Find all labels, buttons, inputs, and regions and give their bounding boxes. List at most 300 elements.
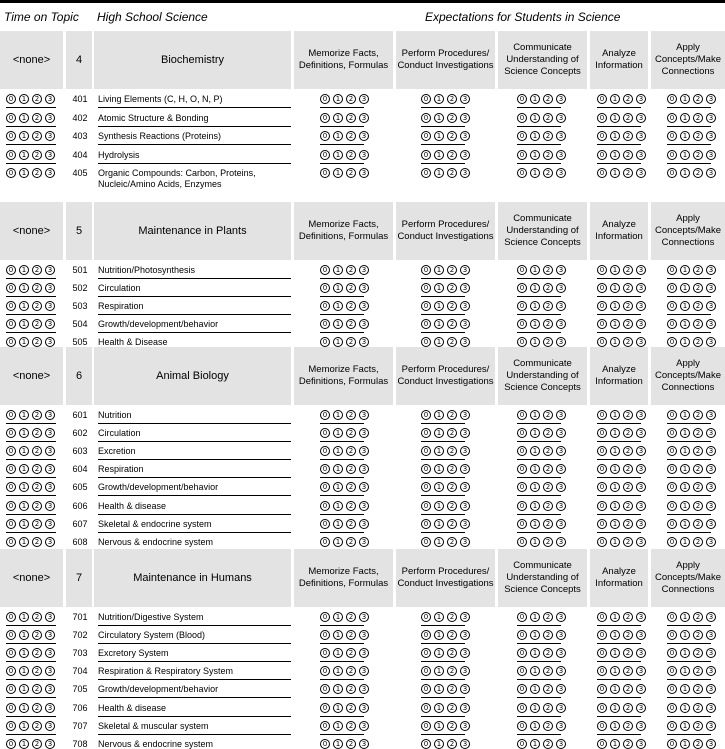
rating-bubble-0[interactable]: 0 [421,94,431,104]
rating-bubble-3[interactable]: 3 [556,648,566,658]
rating-bubble-1[interactable]: 1 [680,648,690,658]
rating-bubble-3[interactable]: 3 [636,648,646,658]
rating-bubble-0[interactable]: 0 [6,684,16,694]
rating-bubble-3[interactable]: 3 [636,721,646,731]
rating-bubble-3[interactable]: 3 [556,337,566,347]
rating-bubble-1[interactable]: 1 [610,168,620,178]
rating-bubble-2[interactable]: 2 [346,150,356,160]
rating-bubble-1[interactable]: 1 [19,703,29,713]
rating-bubble-0[interactable]: 0 [320,739,330,749]
rating-bubble-3[interactable]: 3 [636,150,646,160]
rating-bubble-0[interactable]: 0 [597,501,607,511]
rating-bubble-3[interactable]: 3 [706,537,716,547]
rating-bubble-0[interactable]: 0 [320,537,330,547]
rating-bubble-0[interactable]: 0 [6,703,16,713]
rating-bubble-3[interactable]: 3 [359,537,369,547]
rating-bubble-3[interactable]: 3 [359,410,369,420]
rating-bubble-1[interactable]: 1 [333,131,343,141]
rating-bubble-1[interactable]: 1 [19,482,29,492]
rating-bubble-0[interactable]: 0 [597,612,607,622]
rating-bubble-2[interactable]: 2 [693,150,703,160]
rating-bubble-1[interactable]: 1 [434,519,444,529]
rating-bubble-3[interactable]: 3 [556,519,566,529]
rating-bubble-3[interactable]: 3 [45,301,55,311]
rating-bubble-3[interactable]: 3 [556,131,566,141]
rating-bubble-1[interactable]: 1 [610,612,620,622]
rating-bubble-0[interactable]: 0 [597,666,607,676]
rating-bubble-0[interactable]: 0 [667,94,677,104]
rating-bubble-0[interactable]: 0 [517,612,527,622]
rating-bubble-3[interactable]: 3 [359,150,369,160]
rating-bubble-3[interactable]: 3 [556,482,566,492]
rating-bubble-3[interactable]: 3 [359,612,369,622]
rating-bubble-0[interactable]: 0 [517,666,527,676]
rating-bubble-3[interactable]: 3 [45,410,55,420]
rating-bubble-0[interactable]: 0 [6,537,16,547]
rating-bubble-0[interactable]: 0 [6,410,16,420]
rating-bubble-2[interactable]: 2 [447,703,457,713]
rating-bubble-3[interactable]: 3 [45,519,55,529]
rating-bubble-2[interactable]: 2 [32,446,42,456]
rating-bubble-1[interactable]: 1 [610,537,620,547]
rating-bubble-3[interactable]: 3 [706,301,716,311]
rating-bubble-3[interactable]: 3 [636,94,646,104]
rating-bubble-0[interactable]: 0 [667,446,677,456]
rating-bubble-1[interactable]: 1 [434,648,444,658]
rating-bubble-1[interactable]: 1 [680,410,690,420]
rating-bubble-0[interactable]: 0 [667,301,677,311]
rating-bubble-3[interactable]: 3 [706,482,716,492]
rating-bubble-0[interactable]: 0 [320,410,330,420]
rating-bubble-3[interactable]: 3 [359,501,369,511]
rating-bubble-2[interactable]: 2 [346,648,356,658]
rating-bubble-2[interactable]: 2 [32,94,42,104]
rating-bubble-2[interactable]: 2 [447,666,457,676]
rating-bubble-1[interactable]: 1 [434,265,444,275]
rating-bubble-0[interactable]: 0 [667,113,677,123]
rating-bubble-3[interactable]: 3 [460,739,470,749]
rating-bubble-3[interactable]: 3 [706,703,716,713]
rating-bubble-2[interactable]: 2 [346,519,356,529]
rating-bubble-2[interactable]: 2 [623,131,633,141]
rating-bubble-2[interactable]: 2 [447,446,457,456]
rating-bubble-3[interactable]: 3 [45,319,55,329]
rating-bubble-3[interactable]: 3 [636,684,646,694]
rating-bubble-1[interactable]: 1 [19,301,29,311]
rating-bubble-0[interactable]: 0 [6,319,16,329]
rating-bubble-2[interactable]: 2 [32,265,42,275]
rating-bubble-0[interactable]: 0 [597,131,607,141]
rating-bubble-0[interactable]: 0 [421,739,431,749]
rating-bubble-3[interactable]: 3 [636,410,646,420]
rating-bubble-1[interactable]: 1 [680,739,690,749]
rating-bubble-2[interactable]: 2 [346,739,356,749]
rating-bubble-1[interactable]: 1 [434,283,444,293]
rating-bubble-2[interactable]: 2 [623,337,633,347]
rating-bubble-1[interactable]: 1 [333,703,343,713]
rating-bubble-2[interactable]: 2 [693,113,703,123]
rating-bubble-1[interactable]: 1 [610,428,620,438]
rating-bubble-2[interactable]: 2 [447,265,457,275]
rating-bubble-3[interactable]: 3 [45,113,55,123]
rating-bubble-1[interactable]: 1 [434,301,444,311]
rating-bubble-1[interactable]: 1 [610,630,620,640]
rating-bubble-3[interactable]: 3 [460,703,470,713]
rating-bubble-2[interactable]: 2 [32,428,42,438]
rating-bubble-3[interactable]: 3 [45,168,55,178]
rating-bubble-1[interactable]: 1 [680,319,690,329]
rating-bubble-2[interactable]: 2 [543,684,553,694]
rating-bubble-1[interactable]: 1 [680,684,690,694]
rating-bubble-2[interactable]: 2 [543,168,553,178]
rating-bubble-1[interactable]: 1 [680,265,690,275]
rating-bubble-0[interactable]: 0 [597,464,607,474]
rating-bubble-1[interactable]: 1 [530,94,540,104]
rating-bubble-2[interactable]: 2 [543,446,553,456]
rating-bubble-2[interactable]: 2 [693,703,703,713]
rating-bubble-2[interactable]: 2 [543,319,553,329]
rating-bubble-0[interactable]: 0 [667,537,677,547]
rating-bubble-0[interactable]: 0 [421,337,431,347]
rating-bubble-3[interactable]: 3 [45,703,55,713]
rating-bubble-0[interactable]: 0 [320,501,330,511]
rating-bubble-2[interactable]: 2 [32,150,42,160]
rating-bubble-3[interactable]: 3 [706,113,716,123]
rating-bubble-2[interactable]: 2 [693,666,703,676]
rating-bubble-1[interactable]: 1 [680,113,690,123]
rating-bubble-0[interactable]: 0 [6,630,16,640]
rating-bubble-2[interactable]: 2 [693,319,703,329]
rating-bubble-0[interactable]: 0 [421,482,431,492]
rating-bubble-0[interactable]: 0 [320,684,330,694]
rating-bubble-1[interactable]: 1 [333,168,343,178]
rating-bubble-1[interactable]: 1 [610,265,620,275]
rating-bubble-3[interactable]: 3 [706,168,716,178]
rating-bubble-2[interactable]: 2 [693,684,703,694]
rating-bubble-3[interactable]: 3 [706,464,716,474]
rating-bubble-3[interactable]: 3 [45,537,55,547]
rating-bubble-2[interactable]: 2 [623,410,633,420]
rating-bubble-1[interactable]: 1 [530,721,540,731]
rating-bubble-0[interactable]: 0 [421,501,431,511]
rating-bubble-1[interactable]: 1 [333,537,343,547]
rating-bubble-1[interactable]: 1 [333,630,343,640]
rating-bubble-2[interactable]: 2 [693,648,703,658]
rating-bubble-2[interactable]: 2 [693,301,703,311]
rating-bubble-0[interactable]: 0 [421,464,431,474]
rating-bubble-0[interactable]: 0 [421,428,431,438]
rating-bubble-1[interactable]: 1 [530,319,540,329]
rating-bubble-2[interactable]: 2 [32,684,42,694]
rating-bubble-3[interactable]: 3 [556,113,566,123]
rating-bubble-2[interactable]: 2 [447,612,457,622]
rating-bubble-3[interactable]: 3 [460,131,470,141]
rating-bubble-0[interactable]: 0 [597,94,607,104]
rating-bubble-1[interactable]: 1 [333,428,343,438]
rating-bubble-1[interactable]: 1 [434,319,444,329]
rating-bubble-2[interactable]: 2 [32,168,42,178]
rating-bubble-2[interactable]: 2 [693,519,703,529]
rating-bubble-0[interactable]: 0 [597,428,607,438]
rating-bubble-2[interactable]: 2 [32,519,42,529]
rating-bubble-1[interactable]: 1 [434,703,444,713]
rating-bubble-1[interactable]: 1 [530,337,540,347]
rating-bubble-0[interactable]: 0 [421,612,431,622]
rating-bubble-2[interactable]: 2 [346,537,356,547]
rating-bubble-3[interactable]: 3 [556,428,566,438]
rating-bubble-1[interactable]: 1 [610,113,620,123]
rating-bubble-1[interactable]: 1 [333,464,343,474]
rating-bubble-0[interactable]: 0 [6,501,16,511]
rating-bubble-2[interactable]: 2 [623,301,633,311]
rating-bubble-0[interactable]: 0 [517,428,527,438]
rating-bubble-2[interactable]: 2 [346,337,356,347]
rating-bubble-0[interactable]: 0 [320,519,330,529]
rating-bubble-3[interactable]: 3 [45,684,55,694]
rating-bubble-2[interactable]: 2 [623,168,633,178]
rating-bubble-3[interactable]: 3 [45,464,55,474]
rating-bubble-1[interactable]: 1 [333,739,343,749]
rating-bubble-3[interactable]: 3 [636,630,646,640]
rating-bubble-2[interactable]: 2 [543,94,553,104]
rating-bubble-1[interactable]: 1 [19,684,29,694]
rating-bubble-0[interactable]: 0 [6,265,16,275]
rating-bubble-3[interactable]: 3 [706,684,716,694]
rating-bubble-0[interactable]: 0 [6,94,16,104]
rating-bubble-0[interactable]: 0 [517,501,527,511]
rating-bubble-1[interactable]: 1 [530,464,540,474]
rating-bubble-3[interactable]: 3 [359,131,369,141]
rating-bubble-0[interactable]: 0 [6,612,16,622]
rating-bubble-2[interactable]: 2 [693,537,703,547]
rating-bubble-3[interactable]: 3 [556,446,566,456]
rating-bubble-0[interactable]: 0 [517,482,527,492]
rating-bubble-3[interactable]: 3 [556,464,566,474]
rating-bubble-0[interactable]: 0 [320,612,330,622]
rating-bubble-0[interactable]: 0 [597,265,607,275]
rating-bubble-1[interactable]: 1 [530,265,540,275]
rating-bubble-0[interactable]: 0 [667,150,677,160]
rating-bubble-1[interactable]: 1 [19,168,29,178]
rating-bubble-3[interactable]: 3 [636,131,646,141]
rating-bubble-2[interactable]: 2 [623,501,633,511]
rating-bubble-2[interactable]: 2 [543,721,553,731]
none-option[interactable]: <none> [0,347,63,405]
rating-bubble-2[interactable]: 2 [693,612,703,622]
rating-bubble-1[interactable]: 1 [530,428,540,438]
rating-bubble-3[interactable]: 3 [460,721,470,731]
rating-bubble-2[interactable]: 2 [32,131,42,141]
rating-bubble-1[interactable]: 1 [333,482,343,492]
rating-bubble-1[interactable]: 1 [680,94,690,104]
rating-bubble-3[interactable]: 3 [359,446,369,456]
rating-bubble-0[interactable]: 0 [517,265,527,275]
rating-bubble-2[interactable]: 2 [346,131,356,141]
rating-bubble-3[interactable]: 3 [636,501,646,511]
rating-bubble-3[interactable]: 3 [45,666,55,676]
rating-bubble-0[interactable]: 0 [597,648,607,658]
rating-bubble-0[interactable]: 0 [421,630,431,640]
rating-bubble-0[interactable]: 0 [6,519,16,529]
rating-bubble-2[interactable]: 2 [32,612,42,622]
rating-bubble-0[interactable]: 0 [667,319,677,329]
rating-bubble-2[interactable]: 2 [693,168,703,178]
rating-bubble-2[interactable]: 2 [623,648,633,658]
rating-bubble-1[interactable]: 1 [610,501,620,511]
rating-bubble-0[interactable]: 0 [597,721,607,731]
rating-bubble-0[interactable]: 0 [6,131,16,141]
rating-bubble-3[interactable]: 3 [706,428,716,438]
rating-bubble-1[interactable]: 1 [610,519,620,529]
rating-bubble-1[interactable]: 1 [434,684,444,694]
rating-bubble-1[interactable]: 1 [333,684,343,694]
rating-bubble-0[interactable]: 0 [320,319,330,329]
rating-bubble-3[interactable]: 3 [460,337,470,347]
rating-bubble-3[interactable]: 3 [45,265,55,275]
rating-bubble-0[interactable]: 0 [597,446,607,456]
rating-bubble-1[interactable]: 1 [530,648,540,658]
rating-bubble-1[interactable]: 1 [530,501,540,511]
rating-bubble-1[interactable]: 1 [19,537,29,547]
rating-bubble-3[interactable]: 3 [706,519,716,529]
rating-bubble-3[interactable]: 3 [45,337,55,347]
rating-bubble-3[interactable]: 3 [556,168,566,178]
rating-bubble-2[interactable]: 2 [447,464,457,474]
rating-bubble-0[interactable]: 0 [421,283,431,293]
rating-bubble-3[interactable]: 3 [556,666,566,676]
rating-bubble-2[interactable]: 2 [32,703,42,713]
rating-bubble-0[interactable]: 0 [320,168,330,178]
rating-bubble-0[interactable]: 0 [320,666,330,676]
rating-bubble-3[interactable]: 3 [460,464,470,474]
rating-bubble-2[interactable]: 2 [346,168,356,178]
rating-bubble-2[interactable]: 2 [693,446,703,456]
rating-bubble-2[interactable]: 2 [346,666,356,676]
rating-bubble-1[interactable]: 1 [530,739,540,749]
rating-bubble-2[interactable]: 2 [543,337,553,347]
rating-bubble-1[interactable]: 1 [680,721,690,731]
rating-bubble-3[interactable]: 3 [556,301,566,311]
rating-bubble-2[interactable]: 2 [623,721,633,731]
rating-bubble-3[interactable]: 3 [636,482,646,492]
rating-bubble-3[interactable]: 3 [556,739,566,749]
rating-bubble-3[interactable]: 3 [460,283,470,293]
rating-bubble-2[interactable]: 2 [32,537,42,547]
rating-bubble-3[interactable]: 3 [556,612,566,622]
rating-bubble-0[interactable]: 0 [320,630,330,640]
rating-bubble-0[interactable]: 0 [6,739,16,749]
rating-bubble-3[interactable]: 3 [636,337,646,347]
rating-bubble-3[interactable]: 3 [556,94,566,104]
rating-bubble-3[interactable]: 3 [460,482,470,492]
rating-bubble-3[interactable]: 3 [706,666,716,676]
rating-bubble-1[interactable]: 1 [434,612,444,622]
rating-bubble-2[interactable]: 2 [346,501,356,511]
rating-bubble-1[interactable]: 1 [333,301,343,311]
rating-bubble-2[interactable]: 2 [32,666,42,676]
rating-bubble-2[interactable]: 2 [447,150,457,160]
rating-bubble-2[interactable]: 2 [693,721,703,731]
rating-bubble-3[interactable]: 3 [359,337,369,347]
rating-bubble-0[interactable]: 0 [517,113,527,123]
rating-bubble-1[interactable]: 1 [610,94,620,104]
rating-bubble-0[interactable]: 0 [667,648,677,658]
rating-bubble-3[interactable]: 3 [359,283,369,293]
rating-bubble-0[interactable]: 0 [517,337,527,347]
rating-bubble-1[interactable]: 1 [434,337,444,347]
rating-bubble-3[interactable]: 3 [460,410,470,420]
rating-bubble-0[interactable]: 0 [517,519,527,529]
rating-bubble-0[interactable]: 0 [6,482,16,492]
rating-bubble-3[interactable]: 3 [460,168,470,178]
rating-bubble-0[interactable]: 0 [667,265,677,275]
rating-bubble-0[interactable]: 0 [517,301,527,311]
rating-bubble-3[interactable]: 3 [556,283,566,293]
rating-bubble-0[interactable]: 0 [320,94,330,104]
rating-bubble-3[interactable]: 3 [45,94,55,104]
rating-bubble-0[interactable]: 0 [6,113,16,123]
rating-bubble-2[interactable]: 2 [346,464,356,474]
rating-bubble-3[interactable]: 3 [45,612,55,622]
rating-bubble-1[interactable]: 1 [333,519,343,529]
rating-bubble-0[interactable]: 0 [597,482,607,492]
rating-bubble-1[interactable]: 1 [19,464,29,474]
rating-bubble-0[interactable]: 0 [667,482,677,492]
rating-bubble-1[interactable]: 1 [19,337,29,347]
rating-bubble-0[interactable]: 0 [667,684,677,694]
rating-bubble-0[interactable]: 0 [6,721,16,731]
rating-bubble-2[interactable]: 2 [543,482,553,492]
rating-bubble-3[interactable]: 3 [460,537,470,547]
rating-bubble-0[interactable]: 0 [320,113,330,123]
rating-bubble-3[interactable]: 3 [706,612,716,622]
rating-bubble-2[interactable]: 2 [346,630,356,640]
rating-bubble-2[interactable]: 2 [32,501,42,511]
rating-bubble-0[interactable]: 0 [667,630,677,640]
rating-bubble-1[interactable]: 1 [434,464,444,474]
rating-bubble-1[interactable]: 1 [333,94,343,104]
rating-bubble-1[interactable]: 1 [333,721,343,731]
rating-bubble-0[interactable]: 0 [517,168,527,178]
rating-bubble-0[interactable]: 0 [667,703,677,713]
rating-bubble-2[interactable]: 2 [346,612,356,622]
none-option[interactable]: <none> [0,31,63,89]
rating-bubble-1[interactable]: 1 [434,150,444,160]
rating-bubble-0[interactable]: 0 [597,113,607,123]
rating-bubble-0[interactable]: 0 [597,283,607,293]
rating-bubble-1[interactable]: 1 [680,703,690,713]
rating-bubble-2[interactable]: 2 [346,94,356,104]
rating-bubble-1[interactable]: 1 [530,519,540,529]
rating-bubble-3[interactable]: 3 [359,301,369,311]
rating-bubble-3[interactable]: 3 [556,537,566,547]
rating-bubble-0[interactable]: 0 [421,684,431,694]
rating-bubble-3[interactable]: 3 [460,113,470,123]
rating-bubble-1[interactable]: 1 [19,94,29,104]
rating-bubble-2[interactable]: 2 [346,283,356,293]
rating-bubble-2[interactable]: 2 [693,410,703,420]
rating-bubble-0[interactable]: 0 [6,168,16,178]
rating-bubble-1[interactable]: 1 [530,537,540,547]
rating-bubble-3[interactable]: 3 [45,446,55,456]
rating-bubble-2[interactable]: 2 [543,666,553,676]
rating-bubble-2[interactable]: 2 [32,283,42,293]
rating-bubble-1[interactable]: 1 [333,666,343,676]
rating-bubble-1[interactable]: 1 [434,721,444,731]
rating-bubble-2[interactable]: 2 [346,482,356,492]
rating-bubble-2[interactable]: 2 [346,703,356,713]
rating-bubble-1[interactable]: 1 [333,410,343,420]
